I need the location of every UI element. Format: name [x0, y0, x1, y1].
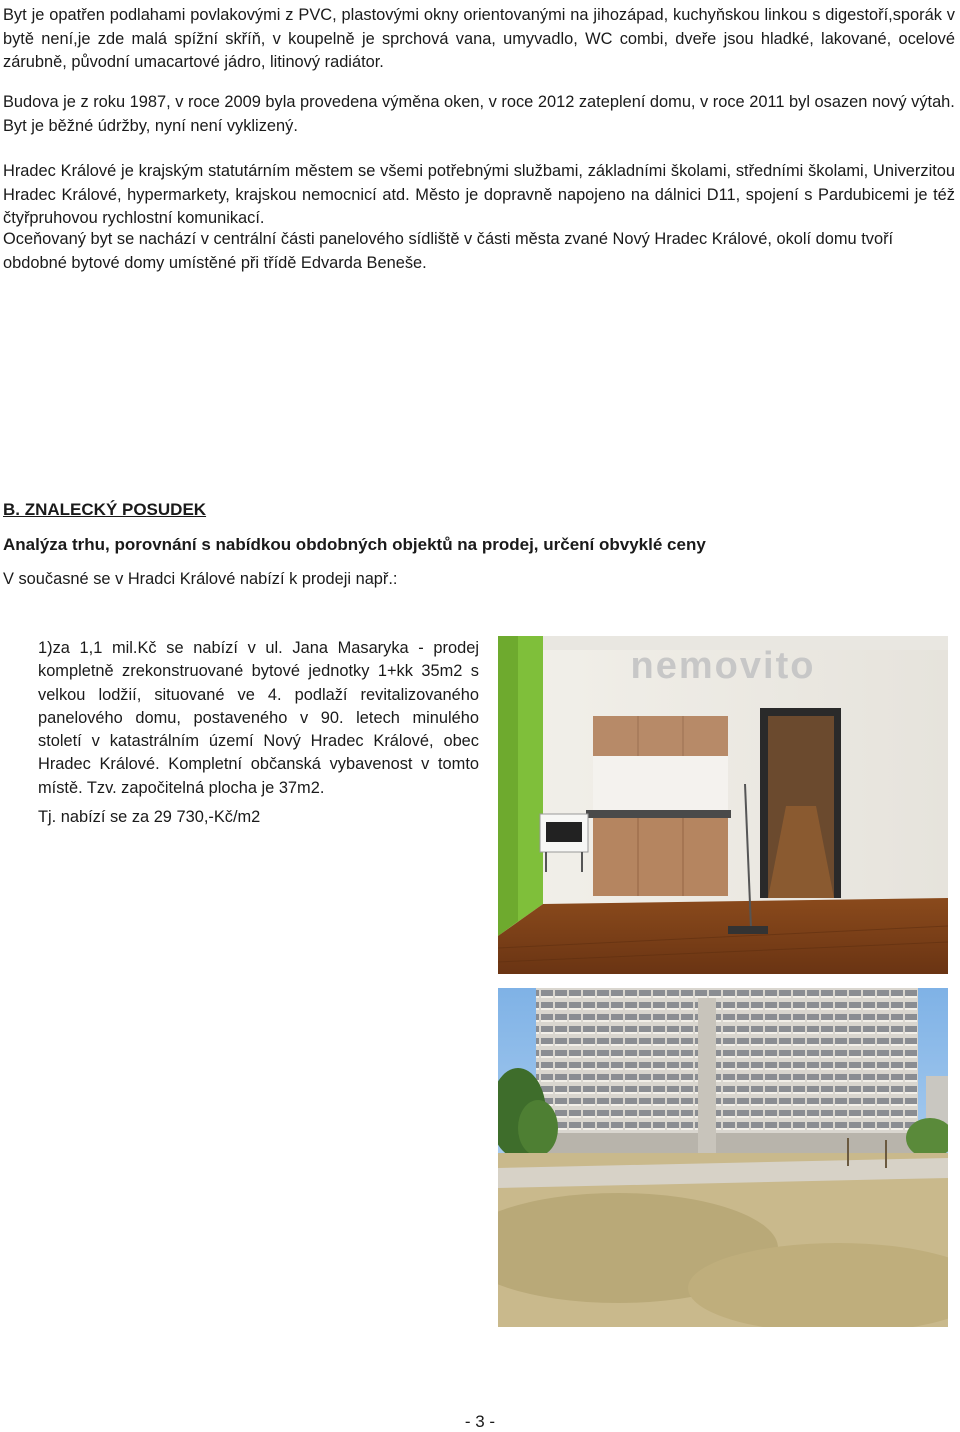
section-intro: V současné se v Hradci Králové nabízí k prodeji např.:	[3, 570, 398, 588]
offer-description: 1)za 1,1 mil.Kč se nabízí v ul. Jana Masaryka - prodej kompletně zrekonstruované bytové jednotky 1+kk 35m2 s velkou lodžií, situované ve 4. podlaží revitalizovaného panelového domu, postaveného v 90. letech minulého století v katastrálním území Nový Hradec Králové, obec Hradec Králové. Kompletní občanská vybavenost v tomto místě. Tzv. započitelná plocha je 37m2.	[38, 639, 479, 797]
paragraph-location: Oceňovaný byt se nachází v centrální části panelového sídliště v části města zvané Nový Hradec Králové, okolí domu tvoří obdobné bytové domy umístěné při třídě Edvarda Beneše.	[3, 230, 894, 272]
section-subheading: Analýza trhu, porovnání s nabídkou obdobných objektů na prodej, určení obvyklé ceny	[3, 535, 706, 554]
watermark-text: nemovito	[630, 645, 816, 687]
kitchen-photo	[498, 636, 948, 974]
page-number: - 3 -	[464, 1412, 496, 1431]
building-photo	[498, 988, 948, 1327]
paragraph-building-history: Budova je z roku 1987, v roce 2009 byla provedena výměna oken, v roce 2012 zateplení domu, v roce 2011 byl osazen nový výtah. Byt je běžné údržby, nyní není vyklizený.	[3, 93, 955, 135]
paragraph-apartment-description: Byt je opatřen podlahami povlakovými z PVC, plastovými okny orientovanými na jihozápad, kuchyňskou linkou s digestoří,sporák v bytě není,je zde malá spížní skříň, v koupelně je sprchová vana, umyvadlo, WC combi, dveře jsou hladké, lakované, ocelové zárubně, původní umacartové jádro, litinový radiátor.	[3, 6, 955, 72]
offer-price: Tj. nabízí se za 29 730,-Kč/m2	[38, 808, 261, 826]
section-heading: B. ZNALECKÝ POSUDEK	[3, 500, 207, 519]
paragraph-city-description: Hradec Králové je krajským statutárním městem se všemi potřebnými službami, základními školami, středními školami, Univerzitou Hradec Králové, hypermarkety, krajskou nemocnicí atd. Město je dopravně napojeno na dálnici D11, spojení s Pardubicemi je též čtyřpruhovou rychlostní komunikací.	[3, 162, 955, 228]
